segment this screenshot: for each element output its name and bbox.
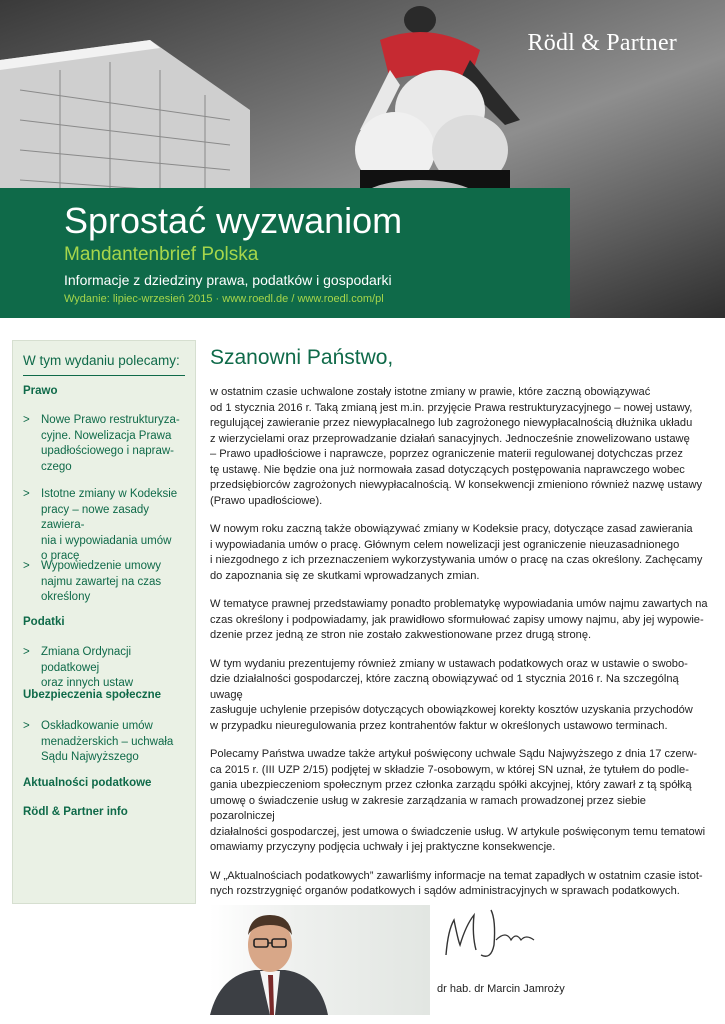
paragraph: W „Aktualnościach podatkowych” zawarliśmy informacje na temat zapadłych w ostatnim czasie istot- nych rozstrzygnięć organów podatkowych i sądów administracyjnych w sprawach podatkowych. xyxy=(210,869,703,897)
letter-body xyxy=(210,385,710,928)
toc-item xyxy=(23,645,191,692)
toc-item-label: Wypowiedzenie umowy najmu zawartej na czas określony xyxy=(41,560,162,603)
brand-logo: Rödl & Partner xyxy=(527,30,677,56)
arrow-icon: > xyxy=(23,720,30,732)
sidebar-heading: W tym wydaniu polecamy: xyxy=(23,353,180,368)
toc-item xyxy=(23,719,191,766)
author-portrait xyxy=(210,905,430,1015)
toc-item xyxy=(23,559,191,606)
paragraph: w ostatnim czasie uchwalone zostały istotne zmiany w prawie, które zaczną obowiązywać od 1 stycznia 2016 r. Taką zmianą jest m.in. przyjęcie Prawa restrukturyzacyjnego – nowej ustawy, regulującej zawieranie przez niewypłacalnego lub zagrożonego niewypłacalnością dłużnika układu z wierzycielami oraz przeprowadzanie działań sanacyjnych. Jednocześnie znowelizowano ustawę – Prawo upadłościowe i naprawcze, poprzez ograniczenie materii regulowanej dotychczas przez tę ustawę. Nie będzie ona już normowała zasad dotyczących postępowania naprawczego wobec przedsiębiorców zagrożonych niewypłacalnością. W konsekwencji zmieniono również nazwę ustawy (Prawo upadłościowe). xyxy=(210,386,703,507)
title-banner xyxy=(0,188,570,318)
page-subtitle: Mandantenbrief Polska xyxy=(64,244,259,265)
section-title-podatki: Podatki xyxy=(23,616,65,628)
arrow-icon: > xyxy=(23,488,30,500)
edition-info: Wydanie: lipiec-wrzesień 2015 · www.roedl.de / www.roedl.com/pl xyxy=(64,293,384,305)
section-title-aktualnosci: Aktualności podatkowe xyxy=(23,777,152,789)
editorial-letter xyxy=(210,346,710,941)
arrow-icon: > xyxy=(23,414,30,426)
arrow-icon: > xyxy=(23,646,30,658)
contents-sidebar xyxy=(12,340,196,904)
signer-name: dr hab. dr Marcin Jamroży xyxy=(437,983,565,995)
toc-item xyxy=(23,487,191,565)
paragraph: W tematyce prawnej przedstawiamy ponadto problematykę wypowiadania umów najmu zawartych na czas określony i podpowiadamy, jak prawidłowo sformułować zapisy umowy najmu, aby jej wypowie- dzenie przez jedną ze stron nie zostało zakwestionowane przez drugą stronę. xyxy=(210,598,708,641)
paragraph: W tym wydaniu prezentujemy również zmiany w ustawach podatkowych oraz w ustawie o swobo- dzie działalności gospodarczej, które zaczną obowiązywać od 1 stycznia 2016 r. Na szczególną uwagę zasługuje uchylenie przepisów dotyczących obowiązkowej korekty kosztów uzyskania przychodów w przypadku nieuregulowania przez kontrahentów faktur w określonych ustawowo terminach. xyxy=(210,657,693,732)
paragraph: W nowym roku zaczną także obowiązywać zmiany w Kodeksie pracy, dotyczące zasad zawierania i wypowiadania umów o pracę. Głównym celem nowelizacji jest ograniczenie nieuzasadnionego i niezgodnego z ich przeznaczeniem wykorzystywania umów o pracę na czas określony. Zachęcamy do zapoznania się ze skutkami wprowadzanych zmian. xyxy=(210,523,703,582)
sidebar-divider xyxy=(23,375,185,376)
tagline: Informacje z dziedziny prawa, podatków i gospodarki xyxy=(64,272,392,288)
toc-item-label: Oskładkowanie umów menadżerskich – uchwała Sądu Najwyższego xyxy=(41,720,174,763)
signature xyxy=(436,900,546,970)
arrow-icon: > xyxy=(23,560,30,572)
portrait-illustration xyxy=(210,905,430,1015)
section-title-ubezpieczenia: Ubezpieczenia społeczne xyxy=(23,689,162,701)
paragraph: Polecamy Państwa uwadze także artykuł poświęcony uchwale Sądu Najwyższego z dnia 17 czerw- ca 2015 r. (III UZP 2/15) podjętej w składzie 7-osobowym, w której SN uznał, że tytułem do podle- gania ubezpieczeniom społecznym przez członka zarządu spółki akcyjnej, który zawarł z tą spółką umowę o świadczenie usług w zakresie zarządzania w ramach prowadzonej przez siebie pozarolniczej działalności gospodarczej, jest umowa o świadczenie usług. W artykule poświęconym temu tematowi omawiamy przyczyny podjęcia uchwały i jej praktyczne konsekwencje. xyxy=(210,748,706,853)
section-title-prawo: Prawo xyxy=(23,385,58,397)
toc-item-label: Nowe Prawo restrukturyza- cyjne. Nowelizacja Prawa upadłościowego i napraw- czego xyxy=(41,414,180,473)
section-title-rodl-info: Rödl & Partner info xyxy=(23,806,128,818)
toc-item-label: Zmiana Ordynacji podatkowej oraz innych ustaw xyxy=(41,646,134,689)
toc-item xyxy=(23,413,191,475)
toc-item-label: Istotne zmiany w Kodeksie pracy – nowe zasady zawiera- nia i wypowiadania umów o pracę xyxy=(41,488,178,562)
page-title: Sprostać wyzwaniom xyxy=(64,200,403,241)
greeting-heading: Szanowni Państwo, xyxy=(210,346,394,369)
